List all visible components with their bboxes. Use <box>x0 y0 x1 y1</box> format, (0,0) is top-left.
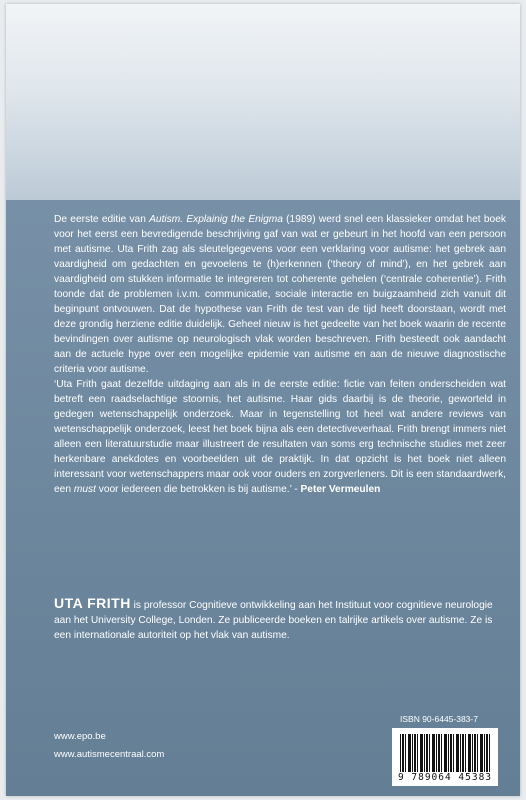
author-bio <box>54 596 506 643</box>
back-cover <box>6 4 520 796</box>
blurb-paragraph-2: ‘Uta Frith gaat dezelfde uitdaging aan als in de eerste editie: fictie van feiten onderscheiden wat betreft een raadselachtige stoornis, het autisme. Haar gids daarbij is de theorie, geworteld in gedegen wetenschappelijk onderzoek. Maar in tegenstelling tot heel wat andere reviews van wetenschappelijk onderzoek, leest het boek bijna als een detectiveverhaal. Frith brengt immers niet alleen een literatuurstudie maar illustreert de resultaten van soms erg technische studies met zeer herkenbare anekdotes en voorbeelden uit de praktijk. In dat opzicht is het boek niet alleen interessant voor wetenschappers maar ook voor ouders en zorgverleners. Dit is een standaardwerk, een must voor iedereen die betrokken is bij autisme.’ - Peter Vermeulen <box>54 379 506 495</box>
link-epo[interactable]: www.epo.be <box>54 731 106 742</box>
barcode-bars <box>400 734 490 772</box>
blurb <box>54 212 506 497</box>
blurb-paragraph-1: De eerste editie van Autism. Explainig the Enigma (1989) werd snel een klassieker omdat het boek voor het eerst een bevredigende beschrijving gaf van wat er gebeurt in het hoofd van een persoon met autisme. Uta Frith zag als sleutelgegevens voor een verklaring voor autisme: het gebrek aan vaardigheid om gedachten en gevoelens te (h)erkennen (‘theory of mind’), en het gebrek aan vaardigheid om stukken informatie te integreren tot coherente gehelen (‘centrale coherentie’). Frith toonde dat de problemen i.v.m. communicatie, sociale interactie en buigzaamheid zich vanuit dit beginpunt ontvouwen. Dat de hypothese van Frith de test van de tijd heeft doorstaan, wordt met deze grondig herziene editie duidelijk. Geheel nieuw is het gedeelte van het boek waarin de recente bevindingen over autisme op neurologisch vlak worden beschreven. Frith besteedt ook aandacht aan de actuele hype over een mogelijke epidemie van autisme en aan de nieuwe diagnostische criteria voor autisme. <box>54 214 506 375</box>
isbn: ISBN 90-6445-383-7 <box>400 714 478 724</box>
link-autismecentraal[interactable]: www.autismecentraal.com <box>54 749 165 760</box>
barcode-number: 9 789064 45383 <box>397 772 493 783</box>
author-name: UTA FRITH <box>54 595 131 611</box>
cover-top-band <box>6 4 520 200</box>
barcode <box>392 728 498 786</box>
links <box>54 728 164 764</box>
author-bio-text: is professor Cognitieve ontwikkeling aan het Instituut voor cognitieve neurologie aan het University College, Londen. Ze publiceerde boeken en talrijke artikels over autisme. Ze is een internationale autoriteit op het vlak van autisme. <box>54 600 493 641</box>
main-panel <box>6 200 520 796</box>
quote-attribution: Peter Vermeulen <box>300 484 381 495</box>
book-title: Autism. Explainig the Enigma <box>149 214 283 225</box>
